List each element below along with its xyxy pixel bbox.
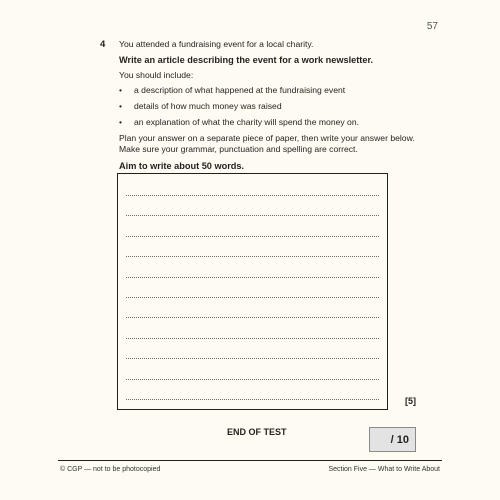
score-box: / 10 bbox=[369, 427, 416, 452]
answer-line[interactable] bbox=[126, 236, 379, 237]
footer-copyright: © CGP — not to be photocopied bbox=[60, 466, 161, 473]
question-content bbox=[119, 39, 439, 172]
answer-line[interactable] bbox=[126, 215, 379, 216]
answer-line[interactable] bbox=[126, 195, 379, 196]
footer-divider bbox=[58, 460, 442, 461]
bullet-icon: • bbox=[119, 85, 123, 95]
page-number: 57 bbox=[426, 21, 438, 32]
answer-line[interactable] bbox=[126, 338, 379, 339]
answer-box[interactable] bbox=[117, 173, 388, 410]
bullet-text: an explanation of what the charity will spend the money on. bbox=[134, 117, 360, 127]
bullet-text: a description of what happened at the fundraising event bbox=[134, 85, 346, 95]
bullet-icon: • bbox=[119, 117, 123, 127]
end-of-test-label: END OF TEST bbox=[227, 427, 287, 437]
bullet-item bbox=[119, 101, 439, 112]
bullet-item bbox=[119, 117, 439, 128]
word-target: Aim to write about 50 words. bbox=[119, 161, 245, 171]
bullet-item bbox=[119, 85, 439, 96]
question-intro: You attended a fundraising event for a local charity. bbox=[119, 39, 314, 49]
question-task: Write an article describing the event for a work newsletter. bbox=[119, 55, 374, 65]
bullet-icon: • bbox=[119, 101, 123, 111]
marks-available: [5] bbox=[405, 396, 416, 406]
answer-line[interactable] bbox=[126, 297, 379, 298]
footer-section: Section Five — What to Write About bbox=[328, 466, 440, 473]
answer-line[interactable] bbox=[126, 256, 379, 257]
include-label: You should include: bbox=[119, 70, 194, 80]
question-number: 4 bbox=[100, 39, 106, 50]
answer-line[interactable] bbox=[126, 277, 379, 278]
accuracy-instruction: Make sure your grammar, punctuation and spelling are correct. bbox=[119, 144, 358, 154]
bullet-list bbox=[119, 85, 439, 128]
answer-line[interactable] bbox=[126, 358, 379, 359]
answer-line[interactable] bbox=[126, 379, 379, 380]
plan-instruction: Plan your answer on a separate piece of paper, then write your answer below. bbox=[119, 133, 415, 143]
bullet-text: details of how much money was raised bbox=[134, 101, 282, 111]
answer-line[interactable] bbox=[126, 399, 379, 400]
answer-line[interactable] bbox=[126, 317, 379, 318]
